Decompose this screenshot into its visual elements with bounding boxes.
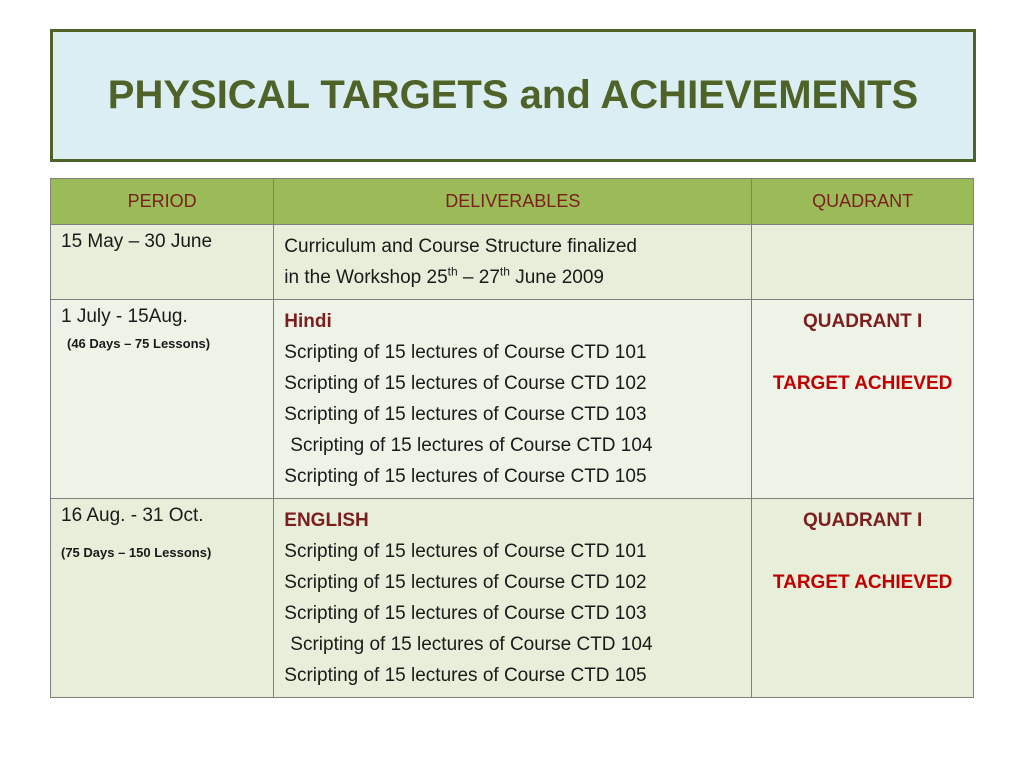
deliverable-line: Scripting of 15 lectures of Course CTD 103 (284, 603, 647, 624)
deliverable-line: Curriculum and Course Structure finalized (284, 236, 637, 257)
quadrant-cell (752, 300, 974, 499)
deliverable-line: Scripting of 15 lectures of Course CTD 102 (284, 373, 647, 394)
header-quadrant: QUADRANT (752, 179, 974, 225)
deliverable-text: in the Workshop 25 (284, 267, 448, 288)
language-label: Hindi (284, 311, 332, 332)
deliverables-cell (274, 225, 752, 300)
period-text: 16 Aug. - 31 Oct. (61, 505, 204, 526)
period-note: (46 Days – 75 Lessons) (67, 336, 211, 351)
deliverable-line: Scripting of 15 lectures of Course CTD 101 (284, 342, 647, 363)
table-row (51, 499, 974, 698)
deliverable-text: – 27 (457, 267, 500, 288)
deliverable-line: Scripting of 15 lectures of Course CTD 101 (284, 541, 647, 562)
quadrant-cell (752, 225, 974, 300)
period-note: (75 Days – 150 Lessons) (61, 545, 212, 560)
deliverable-line: Scripting of 15 lectures of Course CTD 102 (284, 572, 647, 593)
period-cell (51, 300, 274, 499)
deliverable-line: Scripting of 15 lectures of Course CTD 103 (284, 404, 647, 425)
period-text: 15 May – 30 June (61, 231, 213, 252)
quadrant-label: QUADRANT I (803, 510, 923, 531)
deliverables-cell (274, 300, 752, 499)
deliverable-line: Scripting of 15 lectures of Course CTD 104 (290, 435, 653, 456)
status-badge: TARGET ACHIEVED (772, 373, 953, 394)
period-text: 1 July - 15Aug. (61, 306, 188, 327)
superscript: th (447, 264, 458, 279)
deliverable-text: June 2009 (509, 267, 604, 288)
table-header-row (51, 179, 974, 225)
table-row (51, 300, 974, 499)
deliverable-line (284, 262, 741, 293)
deliverable-line: Scripting of 15 lectures of Course CTD 105 (284, 665, 647, 686)
period-cell (51, 499, 274, 698)
quadrant-label: QUADRANT I (803, 311, 923, 332)
deliverable-line: Scripting of 15 lectures of Course CTD 105 (284, 466, 647, 487)
period-cell (51, 225, 274, 300)
deliverables-cell (274, 499, 752, 698)
deliverable-line: Scripting of 15 lectures of Course CTD 104 (290, 634, 653, 655)
table-row (51, 225, 974, 300)
header-period: PERIOD (51, 179, 274, 225)
quadrant-cell (752, 499, 974, 698)
status-badge: TARGET ACHIEVED (772, 572, 953, 593)
page-title: PHYSICAL TARGETS and ACHIEVEMENTS (107, 73, 919, 117)
superscript: th (499, 264, 510, 279)
targets-table (50, 178, 974, 698)
header-deliverables: DELIVERABLES (274, 179, 752, 225)
language-label: ENGLISH (284, 510, 369, 531)
title-box (50, 29, 976, 162)
